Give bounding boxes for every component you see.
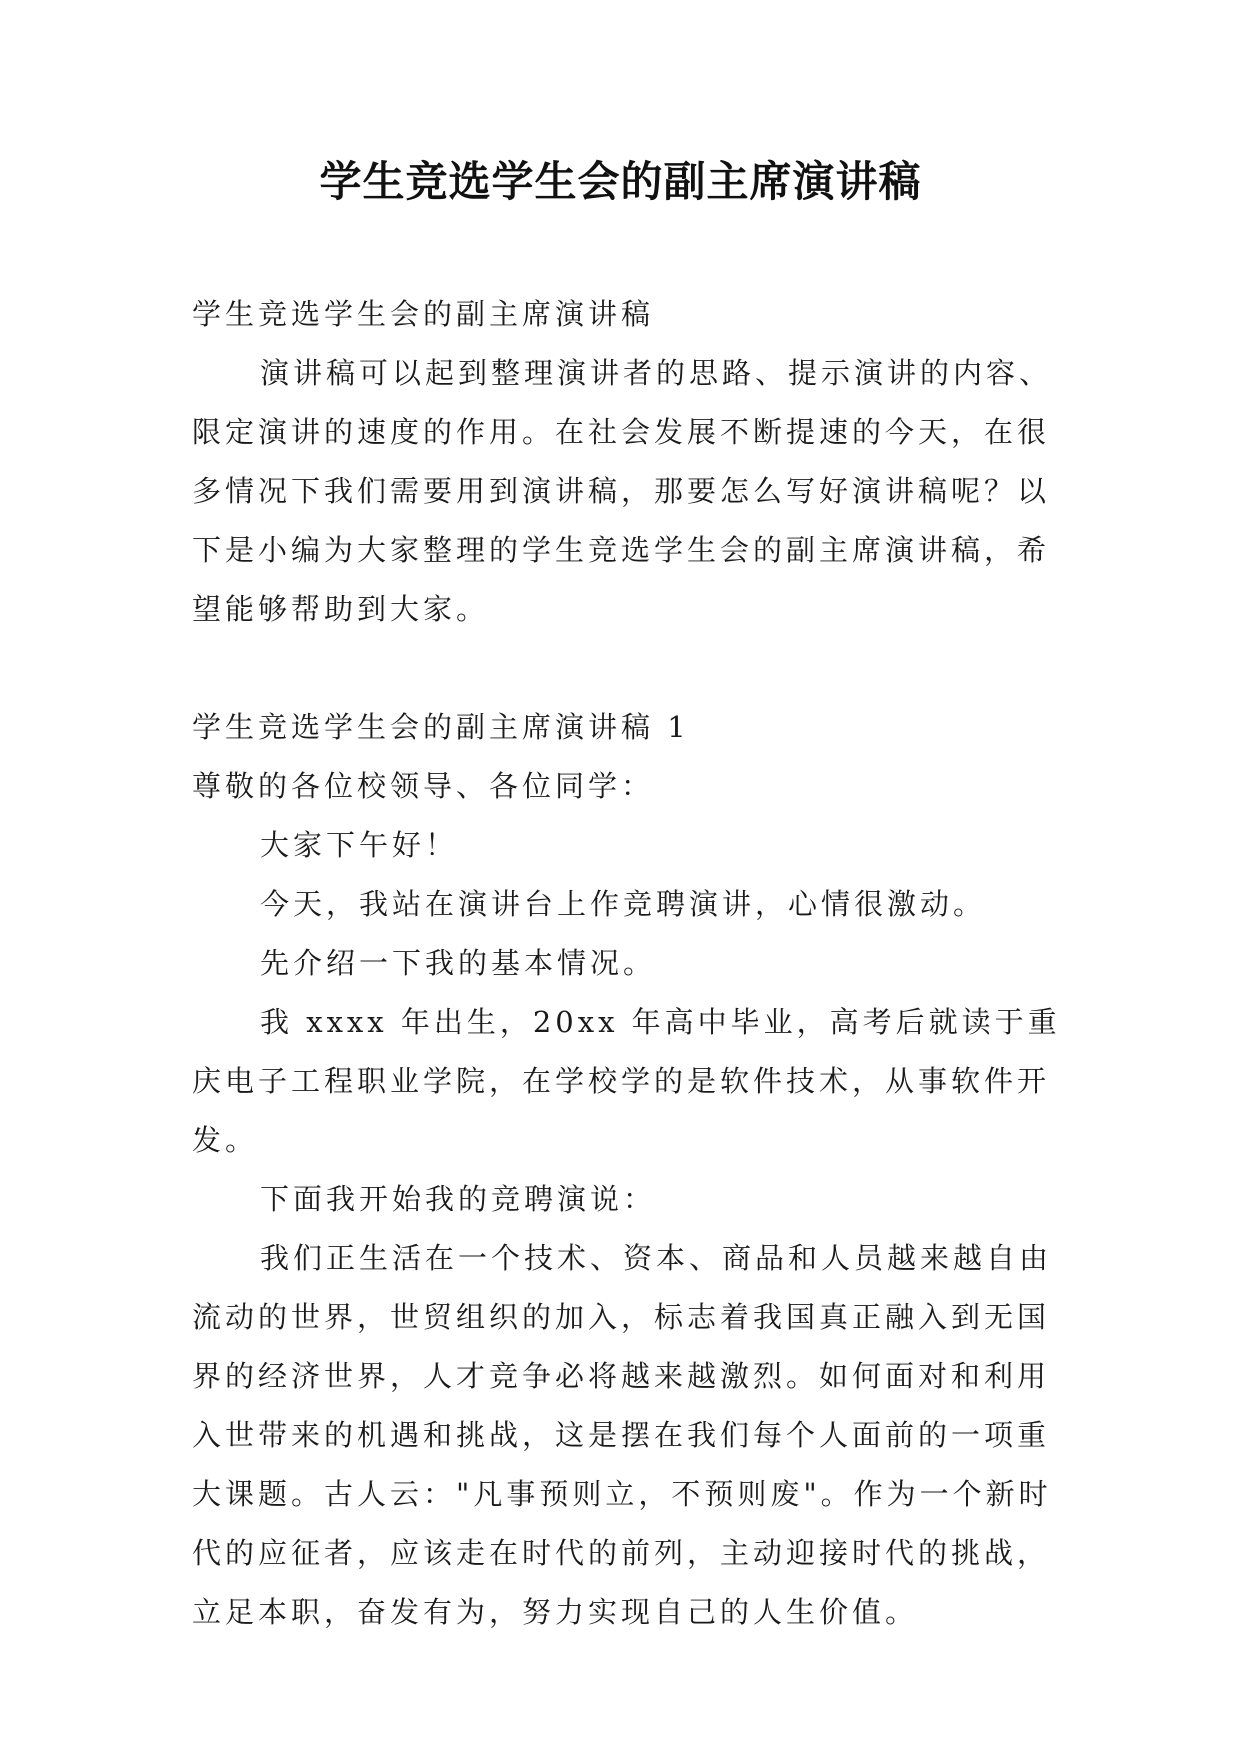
document-body (192, 285, 1072, 1642)
document-subtitle: 学生竞选学生会的副主席演讲稿 (192, 297, 655, 331)
body-paragraph: 先介绍一下我的基本情况。 (260, 946, 657, 980)
intro-paragraph: 演讲稿可以起到整理演讲者的思路、提示演讲的内容、限定演讲的速度的作用。在社会发展不断提速的今天，在很多情况下我们需要用到演讲稿，那要怎么写好演讲稿呢？以下是小编为大家整理的学生竞选学生会的副主席演讲稿，希望能够帮助到大家。 (192, 356, 1053, 626)
paragraph-gap (192, 639, 1072, 698)
body-paragraph: 大家下午好！ (260, 828, 459, 862)
document-title: 学生竞选学生会的副主席演讲稿 (319, 157, 922, 206)
body-paragraph: 今天，我站在演讲台上作竞聘演讲，心情很激动。 (260, 887, 987, 921)
section-heading: 学生竞选学生会的副主席演讲稿 1 (192, 710, 690, 744)
body-paragraph: 我 xxxx 年出生，20xx 年高中毕业，高考后就读于重庆电子工程职业学院，在学校学的是软件技术，从事软件开发。 (192, 1005, 1061, 1157)
body-paragraph: 下面我开始我的竞聘演说： (260, 1182, 657, 1216)
body-paragraph: 我们正生活在一个技术、资本、商品和人员越来越自由流动的世界，世贸组织的加入，标志着我国真正融入到无国界的经济世界，人才竞争必将越来越激烈。如何面对和利用入世带来的机遇和挑战，这是摆在我们每个人面前的一项重大课题。古人云："凡事预则立，不预则废"。作为一个新时代的应征者，应该走在时代的前列，主动迎接时代的挑战，立足本职，奋发有为，努力实现自己的人生价值。 (192, 1241, 1053, 1629)
salutation: 尊敬的各位校领导、各位同学： (192, 769, 655, 803)
